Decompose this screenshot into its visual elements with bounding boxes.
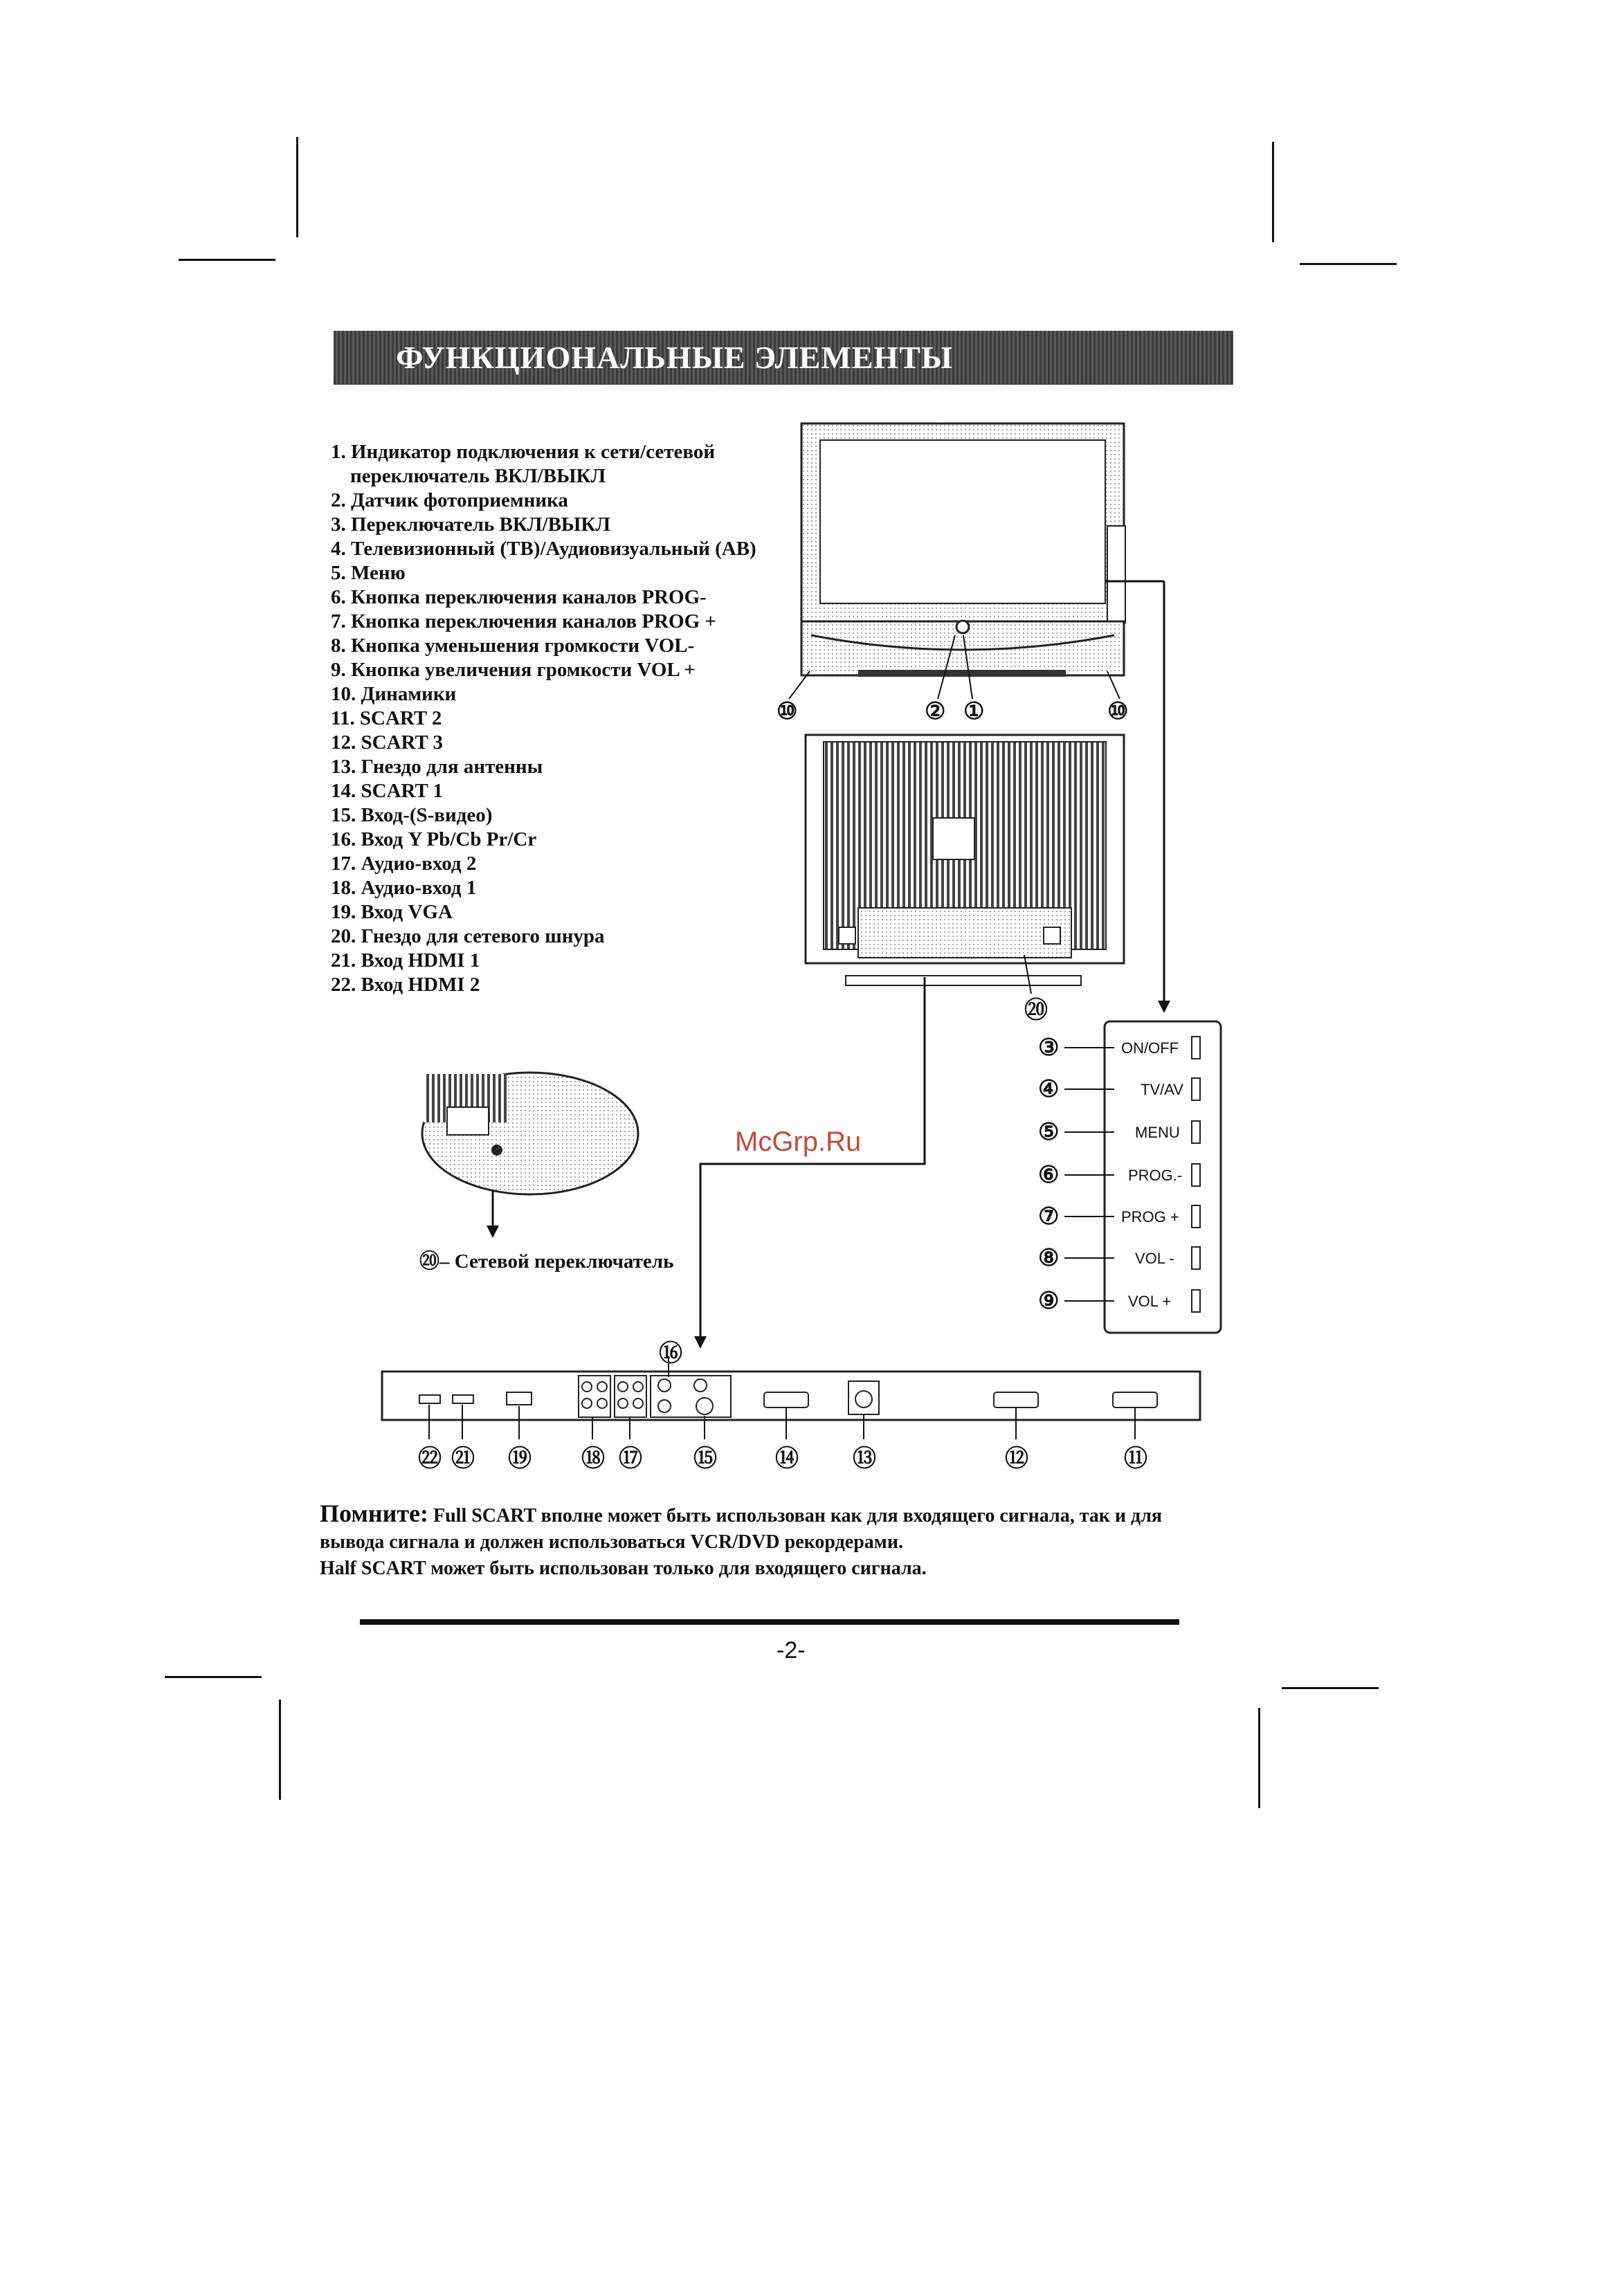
callout-prog-plus: ⑦ [1038,1203,1060,1230]
legend-item: 20. Гнездо для сетевого шнура [331,925,605,947]
legend-item: 16. Вход Y Pb/Cb Pr/Cr [331,828,537,850]
legend-item: 13. Гнездо для антенны [331,756,543,778]
page-number: -2- [777,1637,806,1664]
callout-speaker-right: ⑩ [1107,698,1129,725]
legend-item: 14. SCART 1 [331,780,444,802]
label-prog-minus: PROG.- [1128,1167,1183,1184]
legend-item: 2. Датчик фотоприемника [331,489,568,511]
callout-sensor: ② [925,698,946,725]
legend-item: 15. Вход-(S-видео) [331,804,493,826]
callout-s-video: ⑮ [693,1446,717,1472]
legend-item: 19. Вход VGA [331,901,453,923]
legend-item: 11. SCART 2 [331,707,442,729]
callout-tv-av: ④ [1038,1076,1060,1102]
callout-menu: ⑤ [1038,1119,1060,1145]
footer-rule [360,1619,1179,1625]
legend-item: 9. Кнопка увеличения громкости VOL + [331,659,696,681]
note-block [320,1500,1219,1582]
watermark: McGrp.Ru [735,1127,862,1157]
label-vol-plus: VOL + [1128,1293,1172,1310]
note-line: вывода сигнала и должен использоваться VCR/DVD рекордерами. [320,1531,903,1553]
callout-vol-minus: ⑧ [1038,1245,1060,1271]
note-line: Half SCART может быть использован только для входящего сигнала. [320,1558,927,1579]
page-title: ФУНКЦИОНАЛЬНЫЕ ЭЛЕМЕНТЫ [396,340,954,375]
callout-hdmi-2: ㉒ [418,1446,442,1472]
callout-component-input: ⑯ [659,1340,682,1367]
legend-item: 8. Кнопка уменьшения громкости VOL- [331,635,695,657]
label-menu: MENU [1135,1124,1180,1141]
callout-audio-1: ⑱ [581,1446,605,1472]
callout-hdmi-1: ㉑ [451,1446,475,1472]
label-on-off: ON/OFF [1121,1039,1179,1057]
legend-item: 6. Кнопка переключения каналов PROG- [331,586,707,608]
callout-power-indicator: ① [963,698,985,725]
callout-vol-plus: ⑨ [1038,1288,1060,1314]
legend-item: 10. Динамики [331,683,457,705]
legend-item: 3. Переключатель ВКЛ/ВЫКЛ [331,513,611,536]
note-line: Full SCART вполне может быть использован как для входящего сигнала, так и для [428,1505,1163,1527]
callout-audio-2: ⑰ [619,1446,642,1472]
callout-scart-1: ⑭ [775,1446,799,1472]
callout-scart-2: ⑪ [1124,1446,1147,1472]
legend-item: 4. Телевизионный (ТВ)/Аудиовизуальный (АВ) [331,538,756,560]
callout-power-socket: ⑳ [1024,997,1048,1023]
tv-rear-view [806,735,1124,994]
power-switch-caption: ⑳– Сетевой переключатель [419,1250,674,1273]
legend-item: переключатель ВКЛ/ВЫКЛ [350,465,606,487]
legend-item: 1. Индикатор подключения к сети/сетевой [331,441,716,463]
legend-item: 12. SCART 3 [331,731,444,754]
label-vol-minus: VOL - [1135,1250,1174,1267]
legend-item: 17. Аудио-вход 2 [331,853,477,875]
callout-on-off: ③ [1038,1035,1060,1061]
callout-scart-3: ⑫ [1005,1446,1028,1472]
legend-item: 18. Аудио-вход 1 [331,877,477,899]
legend-item: 5. Меню [331,562,406,584]
connector-panel [382,1372,1200,1420]
callout-vga: ⑲ [508,1446,532,1472]
label-tv-av: TV/AV [1141,1081,1183,1098]
zoom-inset [422,1073,638,1232]
callout-prog-minus: ⑥ [1038,1162,1060,1188]
callout-speaker-left: ⑩ [777,698,798,725]
label-prog-plus: PROG + [1121,1208,1179,1226]
legend-item: 22. Вход HDMI 2 [331,974,480,996]
legend-item: 21. Вход HDMI 1 [331,949,480,972]
legend-item: 7. Кнопка переключения каналов PROG + [331,610,716,632]
callout-antenna: ⑬ [853,1446,876,1472]
note-label: Помните: [320,1500,428,1527]
